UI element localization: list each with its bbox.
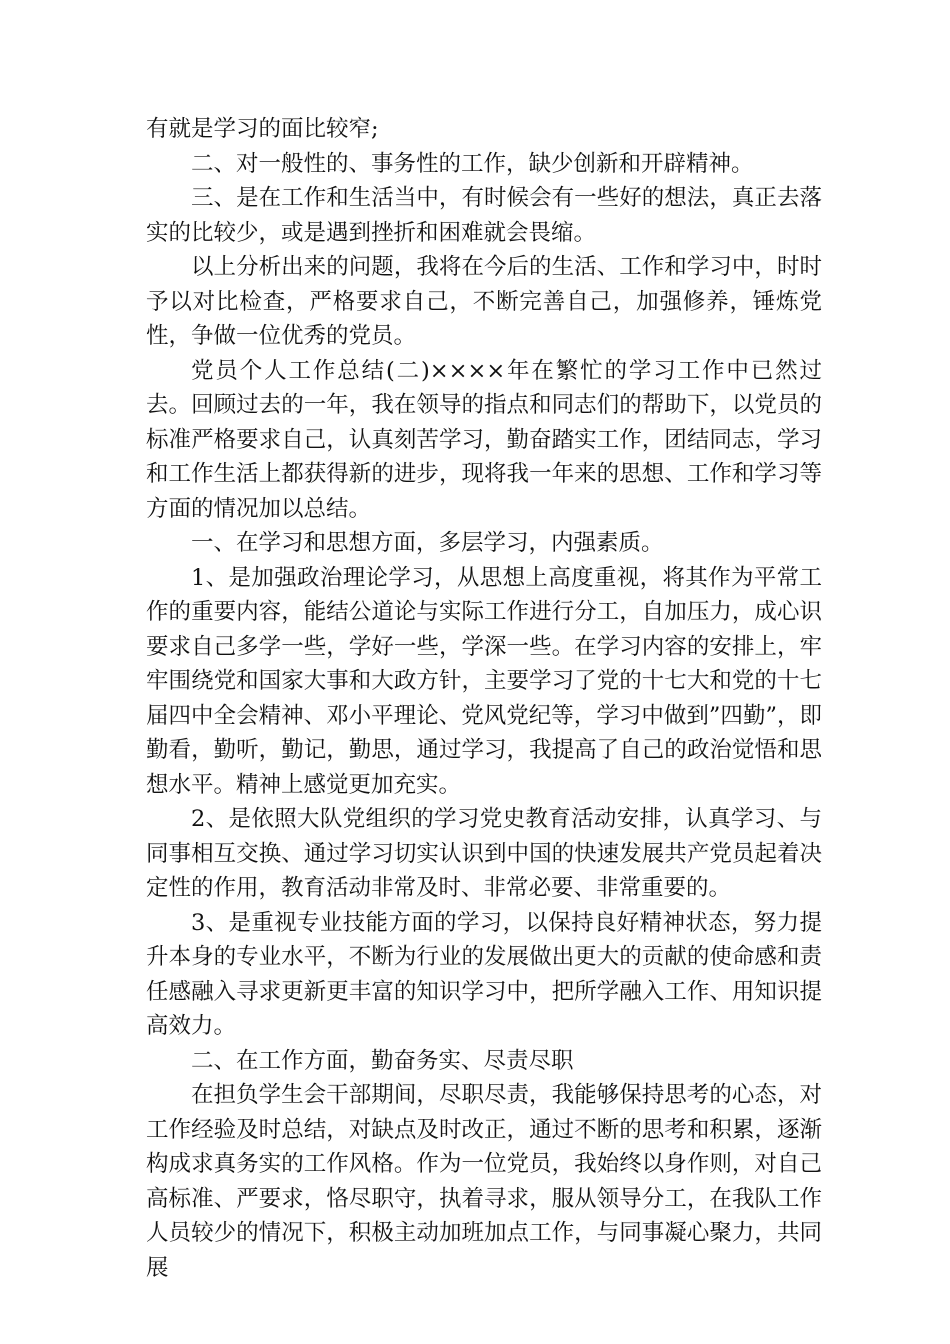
document-body bbox=[146, 112, 822, 1285]
paragraph: 3、是重视专业技能方面的学习，以保持良好精神状态，努力提升本身的专业水平，不断为行业的发展做出更大的贡献的使命感和责任感融入寻求更新更丰富的知识学习中，把所学融入工作、用知识提高效力。 bbox=[146, 909, 822, 1039]
paragraph: 以上分析出来的问题，我将在今后的生活、工作和学习中，时时予以对比检查，严格要求自己，不断完善自己，加强修养，锤炼党性，争做一位优秀的党员。 bbox=[146, 254, 822, 349]
paragraph: 党员个人工作总结(二)××××年在繁忙的学习工作中已然过去。回顾过去的一年，我在领导的指点和同志们的帮助下，以党员的标准严格要求自己，认真刻苦学习，勤奋踏实工作，团结同志，学习和工作生活上都获得新的进步，现将我一年来的思想、工作和学习等方面的情况加以总结。 bbox=[146, 357, 822, 522]
paragraph: 三、是在工作和生活当中，有时候会有一些好的想法，真正去落实的比较少，或是遇到挫折和困难就会畏缩。 bbox=[146, 185, 822, 246]
paragraph: 在担负学生会干部期间，尽职尽责，我能够保持思考的心态，对工作经验及时总结，对缺点及时改正，通过不断的思考和积累，逐渐构成求真务实的工作风格。作为一位党员，我始终以身作则，对自己高标准、严要求，恪尽职守，执着寻求，服从领导分工，在我队工作人员较少的情况下，积极主动加班加点工作，与同事凝心聚力，共同展 bbox=[146, 1082, 822, 1281]
section-heading: 一、在学习和思想方面，多层学习，内强素质。 bbox=[191, 530, 664, 556]
paragraph: 2、是依照大队党组织的学习党史教育活动安排，认真学习、与同事相互交换、通过学习切实认识到中国的快速发展共产党员起着决定性的作用，教育活动非常及时、非常必要、非常重要的。 bbox=[146, 806, 822, 901]
paragraph: 二、对一般性的、事务性的工作，缺少创新和开辟精神。 bbox=[191, 150, 754, 177]
section-heading: 二、在工作方面，勤奋务实、尽责尽职 bbox=[191, 1047, 574, 1074]
paragraph-continuation: 有就是学习的面比较窄; bbox=[146, 116, 379, 142]
paragraph: 1、是加强政治理论学习，从思想上高度重视，将其作为平常工作的重要内容，能结公道论与实际工作进行分工，自加压力，成心识要求自己多学一些，学好一些，学深一些。在学习内容的安排上，牢牢围绕党和国家大事和大政方针，主要学习了党的十七大和党的十七届四中全会精神、邓小平理论、党风党纪等，学习中做到”四勤”，即勤看，勤听，勤记，勤思，通过学习，我提高了自己的政治觉悟和思想水平。精神上感觉更加充实。 bbox=[146, 564, 822, 798]
